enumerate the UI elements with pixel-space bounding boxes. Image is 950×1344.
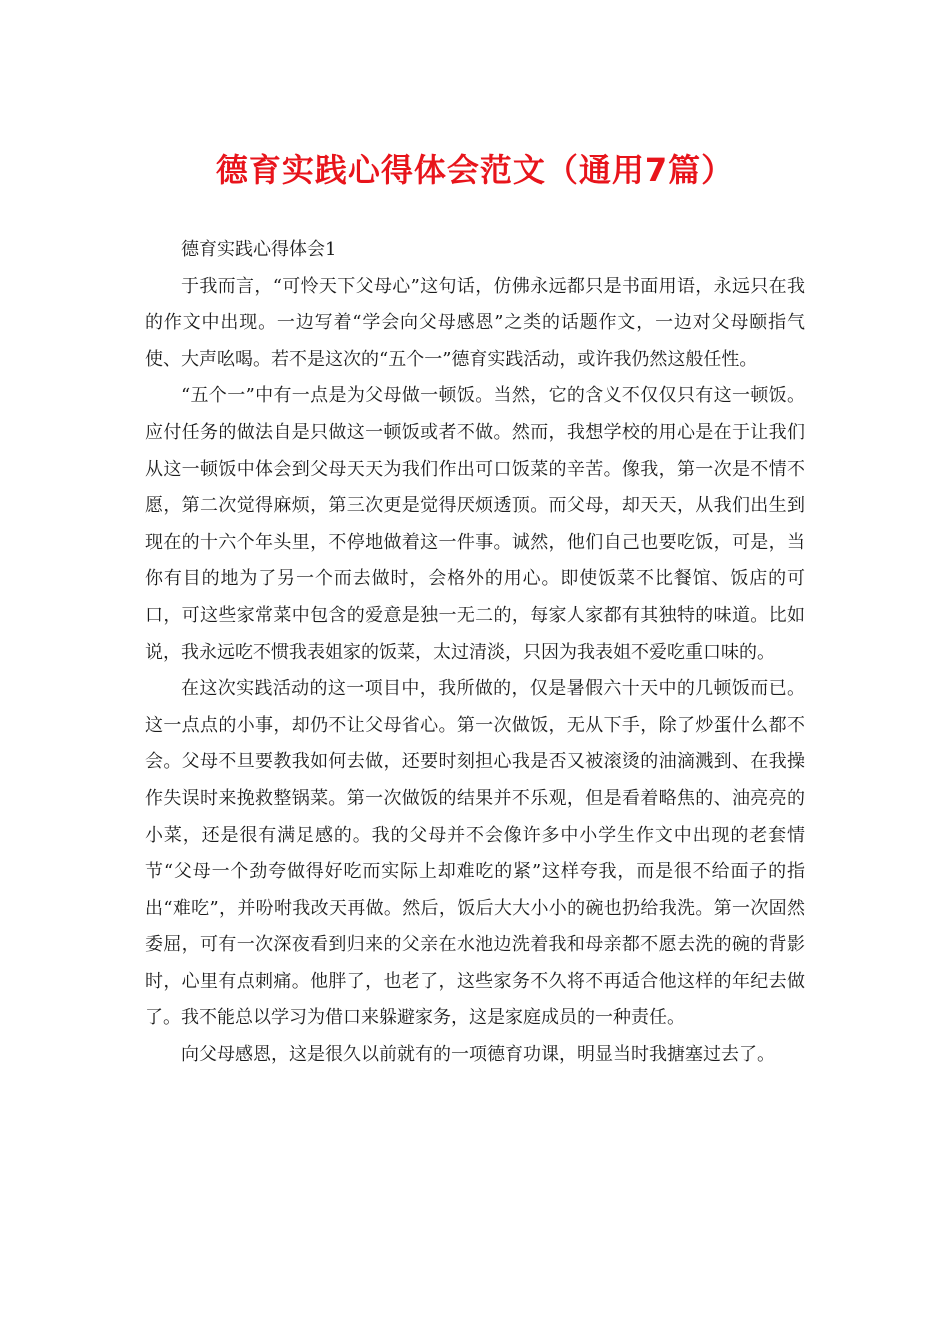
paragraph: 在这次实践活动的这一项目中，我所做的，仅是暑假六十天中的几顿饭而已。这一点点的小事，却仍不让父母省心。第一次做饭，无从下手，除了炒蛋什么都不会。父母不旦要教我如何去做，还要时刻担心我是否又被滚烫的油滴溅到、在我操作失误时来挽救整锅菜。第一次做饭的结果并不乐观，但是看着略焦的、油亮亮的小菜，还是很有满足感的。我的父母并不会像许多中小学生作文中出现的老套情节“父母一个劲夸做得好吃而实际上却难吃的紧”这样夸我，而是很不给面子的指出“难吃”，并吩咐我改天再做。然后，饭后大大小小的碗也扔给我洗。第一次固然委屈，可有一次深夜看到归来的父亲在水池边洗着我和母亲都不愿去洗的碗的背影时，心里有点刺痛。他胖了，也老了，这些家务不久将不再适合他这样的年纪去做了。我不能总以学习为借口来躲避家务，这是家庭成员的一种责任。 <box>145 678 805 1029</box>
document-body <box>145 232 805 1074</box>
paragraph: “五个一”中有一点是为父母做一顿饭。当然，它的含义不仅仅只有这一顿饭。应付任务的做法自是只做这一顿饭或者不做。然而，我想学校的用心是在于让我们从这一顿饭中体会到父母天天为我们作出可口饭菜的辛苦。像我，第一次是不情不愿，第二次觉得麻烦，第三次更是觉得厌烦透顶。而父母，却天天，从我们出生到现在的十六个年头里，不停地做着这一件事。诚然，他们自己也要吃饭，可是，当你有目的地为了另一个而去做时，会格外的用心。即使饭菜不比餐馆、饭店的可口，可这些家常菜中包含的爱意是独一无二的，每家人家都有其独特的味道。比如说，我永远吃不惯我表姐家的饭菜，太过清淡，只因为我表姐不爱吃重口味的。 <box>145 385 805 663</box>
paragraph: 向父母感恩，这是很久以前就有的一项德育功课，明显当时我搪塞过去了。 <box>181 1044 775 1066</box>
section-heading: 德育实践心得体会1 <box>181 239 337 260</box>
document-title: 德育实践心得体会范文（通用7篇） <box>215 151 735 189</box>
paragraph: 于我而言，“可怜天下父母心”这句话，仿佛永远都只是书面用语，永远只在我的作文中出现。一边写着“学会向父母感恩”之类的话题作文，一边对父母颐指气使、大声吆喝。若不是这次的“五个一”德育实践活动，或许我仍然这般任性。 <box>145 275 805 370</box>
